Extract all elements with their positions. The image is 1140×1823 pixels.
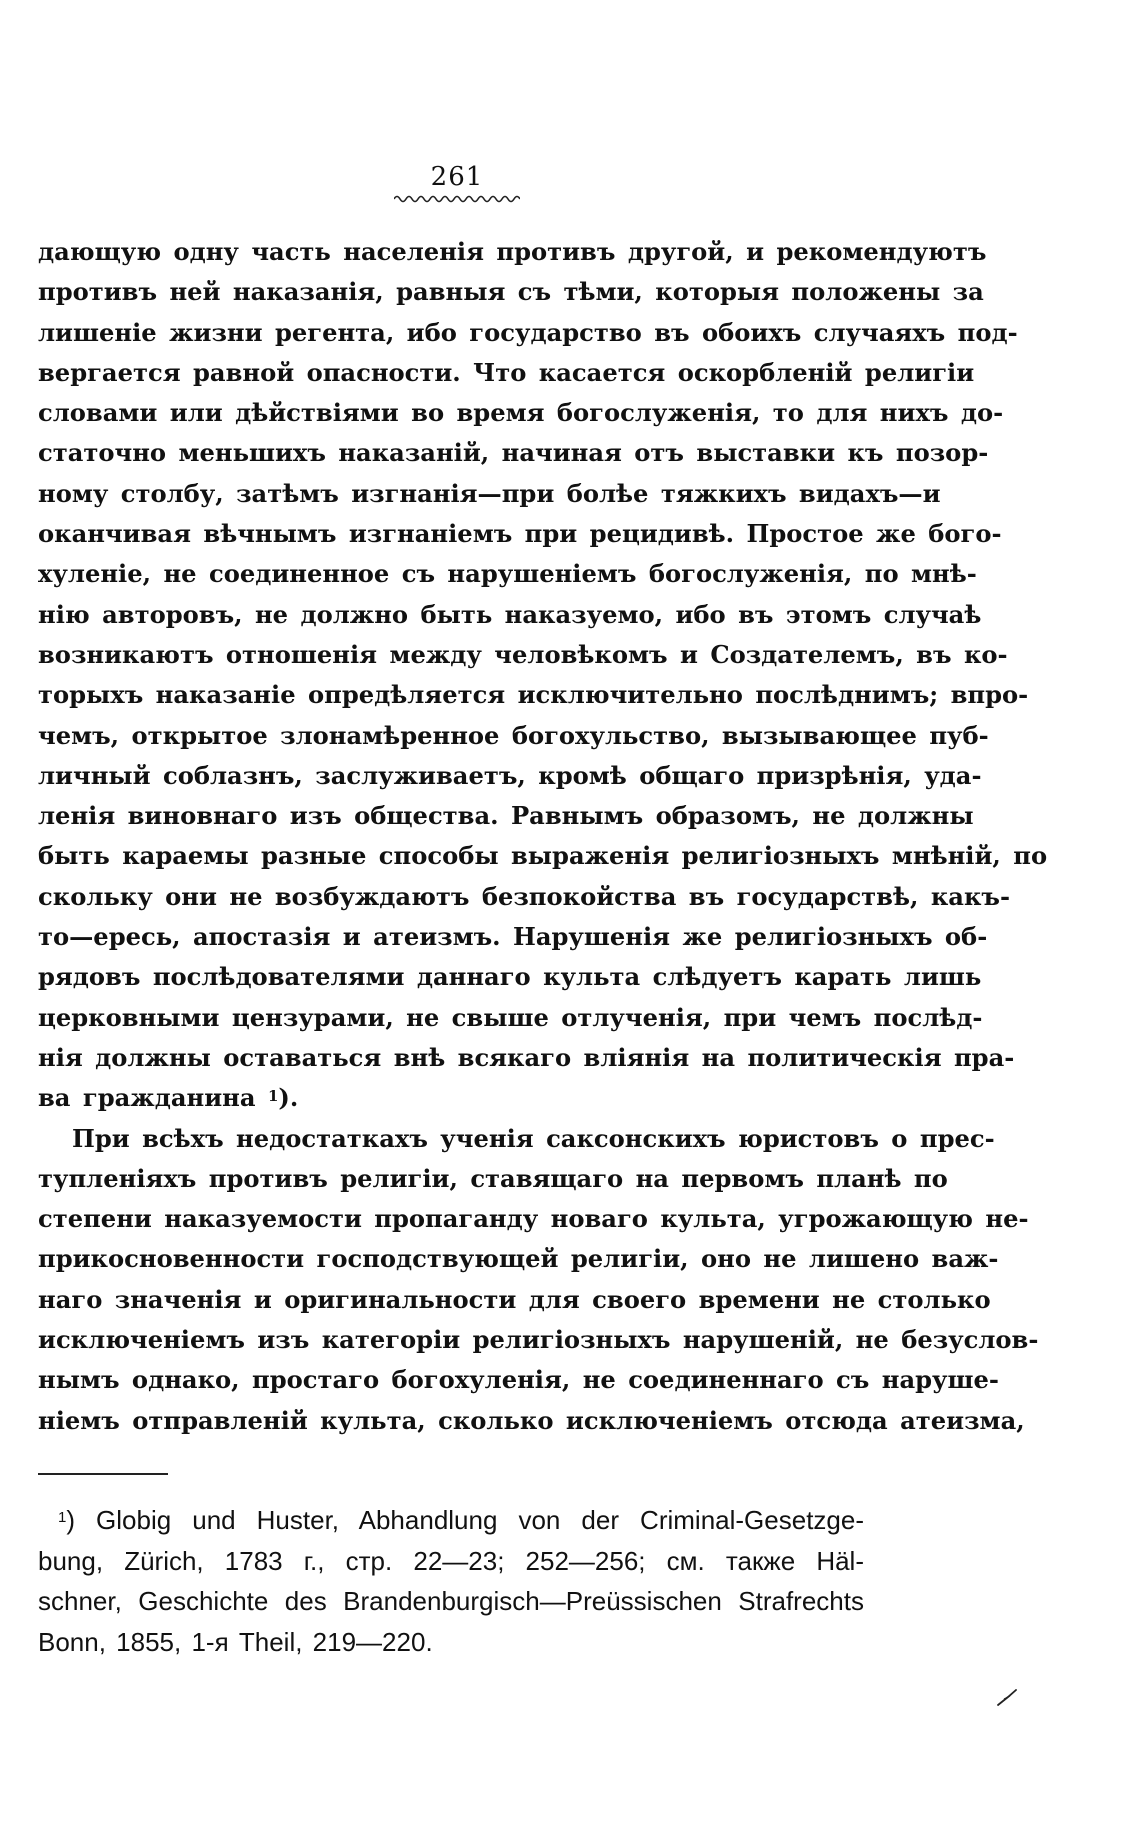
footnote-reference[interactable]: 1: [267, 1087, 279, 1106]
last-line-end: ).: [278, 1083, 299, 1113]
footnote-marker: 1: [58, 1509, 67, 1526]
paragraph-1-line: ленія виновнаго изъ общества. Равнымъ образомъ, не должны: [38, 801, 974, 831]
paragraph-1: [38, 232, 1048, 1078]
paragraph-2-line: исключеніемъ изъ категоріи религіозныхъ нарушеній, не безуслов-: [38, 1325, 1039, 1355]
footnote-last-line: Bonn, 1855, 1-я Theil, 219—220.: [38, 1626, 433, 1657]
paragraph-1-last-line: [38, 1078, 864, 1118]
paragraph-2-line: наго значенія и оригинальности для своего времени не столько: [38, 1284, 991, 1314]
page-number: 261: [430, 162, 484, 192]
paragraph-1-line: дающую одну часть населенія противъ другой, и рекомендуютъ: [38, 237, 987, 266]
paragraph-1-line: хуленіе, не соединенное съ нарушеніемъ богослуженія, по мнѣ-: [38, 559, 977, 589]
paragraph-1-line: словами или дѣйствіями во время богослуженія, то для нихъ до-: [38, 398, 1004, 428]
paragraph-1-line: ному столбу, затѣмъ изгнанія—при болѣе тяжкихъ видахъ—и: [38, 478, 941, 508]
paragraph-1-line: оканчивая вѣчнымъ изгнаніемъ при рецидивѣ. Простое же бого-: [38, 519, 1002, 549]
paragraph-1-line: скольку они не возбуждаютъ безпокойства въ государствѣ, какъ-: [38, 881, 1011, 911]
paragraph-2-line: прикосновенности господствующей религіи, оно не лишено важ-: [38, 1244, 999, 1274]
paragraph-1-line: чемъ, открытое злонамѣренное богохульство, вызывающее пуб-: [38, 720, 989, 750]
footnote: [38, 1500, 864, 1662]
footnote-first-line: [38, 1500, 864, 1541]
paragraph-2-line: степени наказуемости пропаганду новаго культа, угрожающую не-: [38, 1204, 1029, 1234]
paragraph-2: [38, 1119, 1039, 1441]
paragraph-1-line: возникаютъ отношенія между человѣкомъ и Создателемъ, въ ко-: [38, 639, 1008, 669]
paragraph-1-line: то—ересь, апостазія и атеизмъ. Нарушенія же религіозныхъ об-: [38, 922, 988, 952]
paragraph-1-line: личный соблазнъ, заслуживаетъ, кромѣ общаго призрѣнія, уда-: [38, 760, 982, 790]
paragraph-1-line: торыхъ наказаніе опредѣляется исключительно послѣднимъ; впро-: [38, 680, 1029, 710]
paragraph-1-line: нія должны оставаться внѣ всякаго вліянія на политическія пра-: [38, 1042, 1015, 1072]
paragraph-1-line: церковными цензурами, не свыше отлученія, при чемъ послѣд-: [38, 1002, 983, 1032]
body-text: [38, 232, 1048, 1441]
paragraph-1-line: вергается равной опасности. Что касается оскорбленій религіи: [38, 357, 975, 387]
paragraph-2-line: нымъ однако, простаго богохуленія, не соединеннаго съ наруше-: [38, 1365, 999, 1395]
paragraph-2-line: При всѣхъ недостаткахъ ученія саксонскихъ юристовъ о прес-: [72, 1123, 995, 1153]
paragraph-1-line: рядовъ послѣдователями даннаго культа слѣдуетъ карать лишь: [38, 962, 982, 992]
last-line-text: ва гражданина: [38, 1083, 256, 1113]
paragraph-1-line: противъ ней наказанія, равныя съ тѣми, которыя положены за: [38, 277, 984, 307]
footnote-first-line-text: ) Globig und Huster, Abhandlung von der Criminal-Gesetzge-: [66, 1505, 864, 1535]
footnote-separator: [38, 1473, 168, 1475]
paragraph-1-line: статочно меньшихъ наказаній, начиная отъ выставки къ позор-: [38, 438, 989, 468]
paragraph-1-line: лишеніе жизни регента, ибо государство въ обоихъ случаяхъ под-: [38, 317, 1018, 347]
footnote-line: schner, Geschichte des Brandenburgisch—Preüssischen Strafrechts: [38, 1586, 864, 1616]
paragraph-1-line: нію авторовъ, не должно быть наказуемо, ибо въ этомъ случаѣ: [38, 599, 982, 629]
page-number-ornament: [394, 194, 520, 204]
pen-mark: [996, 1687, 1018, 1707]
footnote-lines: [38, 1541, 864, 1622]
paragraph-2-line: ніемъ отправленій культа, сколько исключеніемъ отсюда атеизма,: [38, 1405, 1025, 1435]
paragraph-2-line: тупленіяхъ противъ религіи, ставящаго на первомъ планѣ по: [38, 1163, 948, 1193]
footnote-line: bung, Zürich, 1783 г., стр. 22—23; 252—256; см. также Häl-: [38, 1545, 864, 1576]
paragraph-1-line: быть караемы разные способы выраженія религіозныхъ мнѣній, по: [38, 841, 1048, 871]
